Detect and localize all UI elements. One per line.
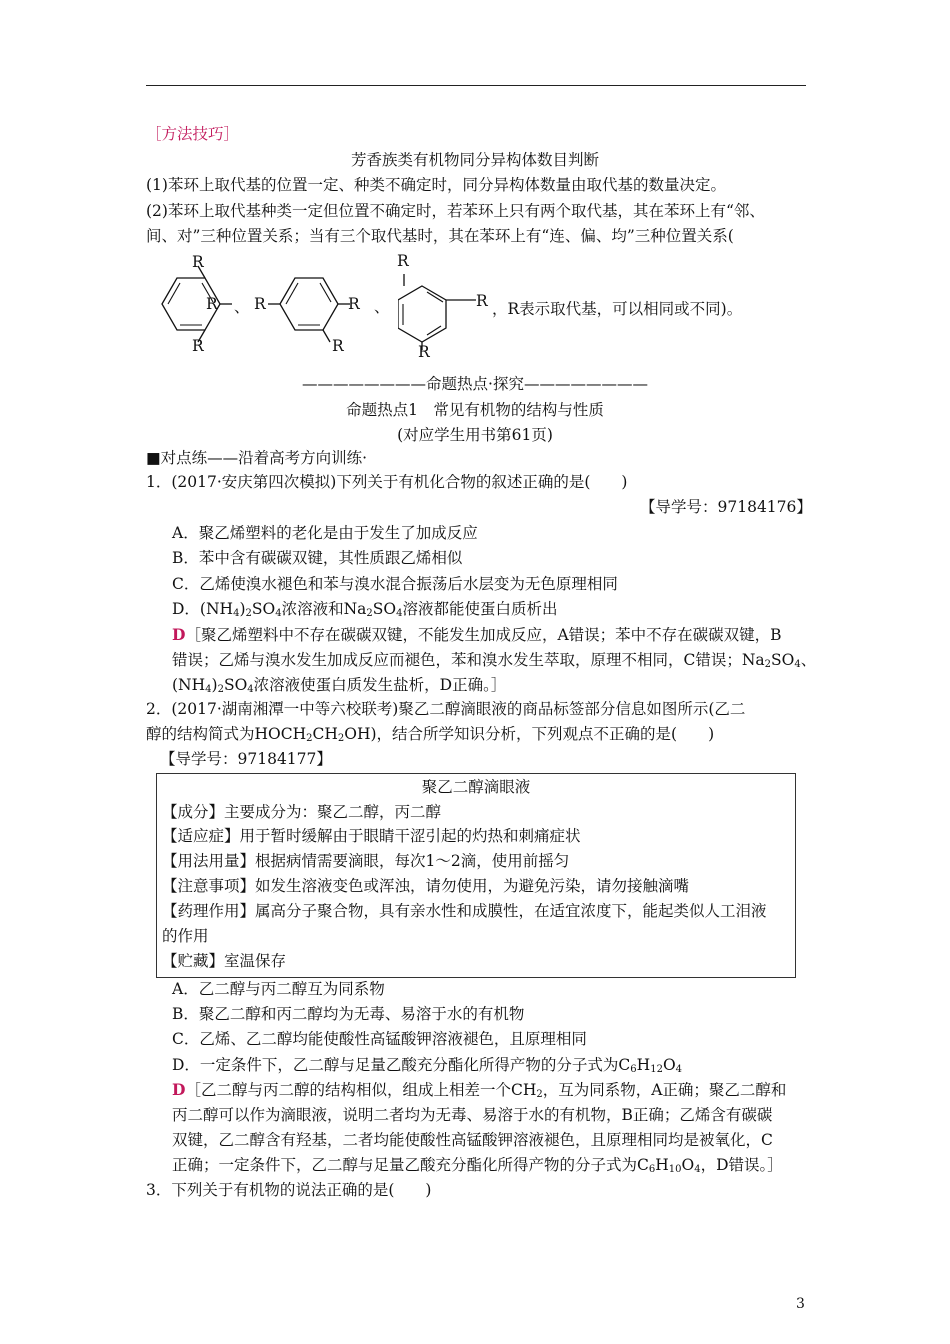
sep-2: 、	[374, 298, 390, 316]
method-tail: ，R表示取代基，可以相同或不同)。	[492, 300, 743, 318]
q3-stem: 3．下列关于有机物的说法正确的是( )	[146, 1181, 432, 1199]
q2-code: 【导学号：97184177】	[160, 750, 332, 768]
q1-option-b: B．苯中含有碳碳双键，其性质跟乙烯相似	[172, 549, 463, 567]
meta-benzene-structure	[398, 272, 488, 372]
hotspot-title: 命题热点1 常见有机物的结构与性质	[346, 401, 604, 419]
q2-answer-line2: 丙二醇可以作为滴眼液，说明二者均为无毒、易溶于水的有机物，B正确；乙烯含有碳碳	[172, 1106, 773, 1124]
para-r-right: R	[348, 295, 360, 313]
label-storage: 【贮藏】室温保存	[162, 952, 287, 970]
q1-option-c: C．乙烯使溴水褪色和苯与溴水混合振荡后水层变为无色原理相同	[172, 575, 618, 593]
method-p2b: 间、对”三种位置关系；当有三个取代基时，其在苯环上有“连、偏、均”三种位置关系(	[146, 227, 734, 245]
label-dosage: 【用法用量】根据病情需要滴眼，每次1～2滴，使用前摇匀	[162, 852, 570, 870]
header-rule	[146, 85, 806, 86]
q2-option-b: B．聚乙二醇和丙二醇均为无毒、易溶于水的有机物	[172, 1005, 525, 1023]
q1-answer-line2: 错误；乙烯与溴水发生加成反应而褪色，苯和溴水发生萃取，原理不相同，C错误；$Na_2SO_4$、	[172, 651, 817, 670]
label-pharmacology: 【药理作用】属高分子聚合物，具有亲水性和成膜性，在适宜浓度下，能起类似人工泪液	[162, 902, 767, 920]
ortho-r-bottom: R	[192, 337, 204, 355]
label-ingredients: 【成分】主要成分为：聚乙二醇，丙二醇	[162, 803, 442, 821]
q2-option-a: A．乙二醇与丙二醇互为同系物	[172, 980, 385, 998]
ortho-r-right: R	[206, 295, 218, 313]
ortho-r-top: R	[192, 253, 204, 271]
q2-answer-line1: D［乙二醇与丙二醇的结构相似，组成上相差一个$CH_2$，互为同系物，A正确；聚乙二醇和	[172, 1080, 787, 1100]
label-title: 聚乙二醇滴眼液	[421, 778, 531, 796]
q1-code: 【导学号：97184176】	[640, 498, 812, 516]
q2-answer: D	[172, 1080, 186, 1099]
q1-stem: 1．(2017·安庆第四次模拟)下列关于有机化合物的叙述正确的是( )	[146, 473, 628, 491]
method-tag: ［方法技巧］	[146, 125, 240, 143]
meta-r-top: R	[397, 252, 409, 270]
q1-answer-line3: $(NH_4)_2SO_4$浓溶液使蛋白质发生盐析，D正确。］	[172, 676, 507, 695]
para-r-left: R	[254, 295, 266, 313]
section-divider: ————————命题热点·探究————————	[302, 375, 648, 393]
q1-option-d: D．$(NH_4)_2SO_4$浓溶液和$Na_2SO_4$溶液都能使蛋白质析出	[172, 600, 558, 619]
q2-answer-line4: 正确；一定条件下，乙二醇与足量乙酸充分酯化所得产物的分子式为$C_6H_{10}O_4$，D错误。］	[172, 1156, 783, 1175]
page-number: 3	[796, 1296, 805, 1312]
para-r-bottom: R	[332, 337, 344, 355]
q1-answer-line1: D［聚乙烯塑料中不存在碳碳双键，不能发生加成反应，A错误；苯中不存在碳碳双键，B	[172, 625, 782, 644]
q1-answer: D	[172, 625, 186, 644]
q2-stem-line2: 醇的结构简式为$HOCH_2CH_2OH$)，结合所学知识分析，下列观点不正确的是( )	[146, 725, 715, 744]
label-pharmacology-cont: 的作用	[162, 927, 209, 945]
method-p1: (1)苯环上取代基的位置一定、种类不确定时，同分异构体数量由取代基的数量决定。	[146, 176, 726, 194]
drill-heading: ■对点练——沿着高考方向训练·	[146, 449, 368, 467]
hotspot-ref: (对应学生用书第61页)	[397, 426, 553, 444]
method-title: 芳香族类有机物同分异构体数目判断	[350, 151, 599, 169]
q2-option-c: C．乙烯、乙二醇均能使酸性高锰酸钾溶液褪色，且原理相同	[172, 1030, 587, 1048]
q2-option-d: D．一定条件下，乙二醇与足量乙酸充分酯化所得产物的分子式为$C_6H_{12}O_4$	[172, 1056, 683, 1075]
meta-r-right: R	[476, 292, 488, 310]
q2-stem-line1: 2．(2017·湖南湘潭一中等六校联考)聚乙二醇滴眼液的商品标签部分信息如图所示(乙二	[146, 700, 746, 718]
q1-option-a: A．聚乙烯塑料的老化是由于发生了加成反应	[172, 524, 478, 542]
label-indications: 【适应症】用于暂时缓解由于眼睛干涩引起的灼热和刺痛症状	[162, 827, 581, 845]
sep-1: 、	[234, 298, 250, 316]
method-p2a: (2)苯环上取代基种类一定但位置不确定时，若苯环上只有两个取代基，其在苯环上有“邻、	[146, 202, 765, 220]
ortho-benzene-structure	[146, 252, 236, 362]
q2-answer-line3: 双键，乙二醇含有羟基，二者均能使酸性高锰酸钾溶液褪色，且原理相同均是被氧化，C	[172, 1131, 773, 1149]
meta-r-bottom: R	[418, 343, 430, 361]
label-precautions: 【注意事项】如发生溶液变色或浑浊，请勿使用，为避免污染，请勿接触滴嘴	[162, 877, 690, 895]
